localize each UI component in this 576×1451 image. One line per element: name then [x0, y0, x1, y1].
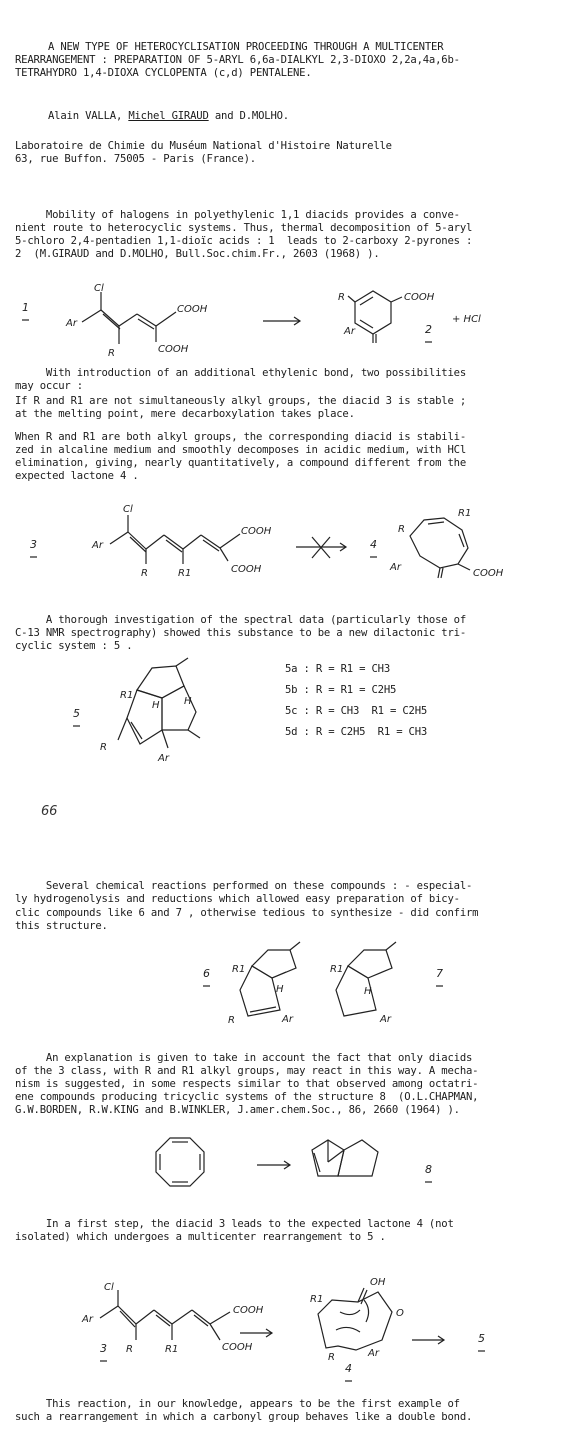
s6-label-5: 5: [478, 1332, 485, 1345]
para5-line-2: of the 3 class, with R and R1 alkyl groups, may react in this way. A mecha-: [15, 1065, 479, 1077]
para4-line-2: ly hydrogenolysis and reductions which allowed easy preparation of bicy-: [15, 893, 460, 905]
s6-bond: [154, 1310, 172, 1324]
para5-line-3: nism is suggested, in some respects similar to that observed among octatri-: [15, 1078, 479, 1090]
s4-label-7: 7: [436, 967, 443, 980]
para1-line-2: nient route to heterocyclic systems. Thus, thermal decomposition of 5-aryl: [15, 222, 473, 234]
para4-line-1: Several chemical reactions performed on these compounds : - especial-: [15, 880, 473, 892]
para7-line-2: such a rearrangement in which a carbonyl group behaves like a double bond.: [15, 1411, 473, 1423]
affiliation-line-1: Laboratoire de Chimie du Muséum National d'Histoire Naturelle: [15, 140, 392, 152]
para3-line-3: cyclic system : 5 .: [15, 640, 133, 652]
s3-r1: R1: [120, 690, 134, 701]
s2-cooh-b: COOH: [231, 564, 262, 575]
para2-line-1: With introduction of an additional ethylenic bond, two possibilities: [15, 367, 466, 379]
para1-line-1: Mobility of halogens in polyethylenic 1,1 diacids provides a conve-: [15, 209, 460, 221]
s3-h1: H: [152, 700, 160, 711]
s6-curly-arrow: [340, 1310, 360, 1315]
para5-line-4: ene compounds producing tricyclic systems of the structure 8 (O.L.CHAPMAN,: [15, 1091, 479, 1103]
para4-line-4: this structure.: [15, 920, 108, 932]
s3-h2: H: [184, 696, 192, 707]
title-line-3: TETRAHYDRO 1,4-DIOXA CYCLOPENTA (c,d) PENTALENE.: [15, 67, 312, 79]
s1-ar2: Ar: [344, 326, 355, 337]
para6-line-1: In a first step, the diacid 3 leads to the expected lactone 4 (not: [15, 1218, 454, 1230]
para2-line-3: If R and R1 are not simultaneously alkyl groups, the diacid 3 is stable ;: [15, 395, 466, 407]
s6-label-3: 3: [100, 1342, 107, 1355]
para2-line-8: expected lactone 4 .: [15, 470, 139, 482]
s2-cooh-c: COOH: [473, 568, 504, 579]
s3-ar: Ar: [158, 753, 169, 764]
variant-5c: 5c : R = CH3 R1 = C2H5: [285, 705, 428, 717]
s4-arb: Ar: [380, 1014, 391, 1025]
title-line-1: A NEW TYPE OF HETEROCYCLISATION PROCEEDING THROUGH A MULTICENTER: [48, 41, 444, 53]
s6-curly-arrow: [336, 1327, 360, 1332]
s6-bond: [192, 1310, 210, 1324]
affiliation-line-2: 63, rue Buffon. 75005 - Paris (France).: [15, 153, 256, 165]
s6-bond: [210, 1312, 230, 1324]
s4-ra: R: [228, 1015, 235, 1026]
s2-ar: Ar: [92, 540, 103, 551]
s1-ar: Ar: [66, 318, 77, 329]
para2-line-2: may occur :: [15, 380, 83, 392]
s4-label-6: 6: [203, 967, 210, 980]
s6-bond: [210, 1324, 220, 1340]
para1-line-4: 2 (M.GIRAUD and D.MOLHO, Bull.Soc.chim.Fr., 2603 (1968) ).: [15, 248, 380, 260]
s2-ar-b: Ar: [390, 562, 401, 573]
s3-r: R: [100, 742, 107, 753]
s2-label-3: 3: [30, 538, 37, 551]
s2-label-4: 4: [370, 538, 377, 551]
s6-cooh-a: COOH: [233, 1305, 264, 1316]
s4-r1b: R1: [330, 964, 344, 975]
page-number: 66: [41, 804, 58, 819]
s6-rb: R: [328, 1352, 335, 1363]
para2-line-5: When R and R1 are both alkyl groups, the corresponding diacid is stabili-: [15, 431, 466, 443]
variant-5b: 5b : R = R1 = C2H5: [285, 684, 397, 696]
s1-label-2: 2: [425, 323, 432, 336]
para3-line-2: C-13 NMR spectrography) showed this substance to be a new dilactonic tri-: [15, 627, 466, 639]
para5-line-1: An explanation is given to take in account the fact that only diacids: [15, 1052, 473, 1064]
s1-r: R: [108, 348, 115, 359]
s6-bond: [120, 1311, 135, 1327]
para5-line-5: G.W.BORDEN, R.W.KING and B.WINKLER, J.amer.chem.Soc., 86, 2660 (1964) ).: [15, 1104, 460, 1116]
s1-cooh-a: COOH: [177, 304, 208, 315]
s6-label-4: 4: [345, 1362, 352, 1375]
para6-line-2: isolated) which undergoes a multicenter rearrangement to 5 .: [15, 1231, 386, 1243]
s2-r: R: [141, 568, 148, 579]
s3-label-5: 5: [73, 707, 80, 720]
para2-line-6: zed in alcaline medium and smoothly decomposes in acidic medium, with HCl: [15, 444, 466, 456]
s2-r-b: R: [398, 524, 405, 535]
s1-hcl: + HCl: [452, 314, 481, 325]
s6-boat-ring: [318, 1292, 392, 1350]
para4-line-3: clic compounds like 6 and 7 , otherwise tedious to synthesize - did confirm: [15, 907, 479, 919]
s6-ar: Ar: [82, 1314, 93, 1325]
s2-cooh-a: COOH: [241, 526, 272, 537]
author-valla: Alain VALLA,: [48, 110, 123, 122]
s1-r2: R: [338, 292, 345, 303]
s4-ara: Ar: [282, 1014, 293, 1025]
s6-bond: [136, 1310, 154, 1324]
s2-r1: R1: [178, 568, 192, 579]
s6-oh: OH: [370, 1277, 386, 1288]
s6-r1b: R1: [310, 1294, 324, 1305]
s6-curly-arrow: [364, 1300, 369, 1322]
s6-bond: [172, 1310, 192, 1324]
s4-ha: H: [276, 984, 284, 995]
s6-r: R: [126, 1344, 133, 1355]
title-line-2: REARRANGEMENT : PREPARATION OF 5-ARYL 6,6a-DIALKYL 2,3-DIOXO 2,2a,4a,6b-: [15, 54, 460, 66]
author-molho: and D.MOLHO.: [214, 110, 289, 122]
s6-cl: Cl: [104, 1282, 114, 1293]
s1-label-1: 1: [22, 301, 29, 314]
s6-r1: R1: [165, 1344, 179, 1355]
s1-cooh-c: COOH: [404, 292, 435, 303]
s6-bond: [100, 1306, 118, 1318]
para1-line-3: 5-chloro 2,4-pentadien 1,1-dioïc acids : 1 leads to 2-carboxy 2-pyrones :: [15, 235, 473, 247]
s4-hb: H: [364, 986, 372, 997]
s6-o: O: [396, 1308, 404, 1319]
s6-arb: Ar: [368, 1348, 379, 1359]
variant-5d: 5d : R = C2H5 R1 = CH3: [285, 726, 428, 738]
s2-r1-b: R1: [458, 508, 472, 519]
s6-cooh-b: COOH: [222, 1342, 253, 1353]
para2-line-4: at the melting point, mere decarboxylation takes place.: [15, 408, 355, 420]
s1-cooh-b: COOH: [158, 344, 189, 355]
para3-line-1: A thorough investigation of the spectral data (particularly those of: [15, 614, 466, 626]
s2-cl: Cl: [123, 504, 133, 515]
author-giraud: Michel GIRAUD: [128, 110, 209, 122]
s4-r1a: R1: [232, 964, 246, 975]
s6-bond: [118, 1306, 136, 1324]
para2-line-7: elimination, giving, nearly quantitatively, a compound different from the: [15, 457, 466, 469]
s5-label-8: 8: [425, 1163, 432, 1176]
s1-cl: Cl: [94, 283, 104, 294]
variant-5a: 5a : R = R1 = CH3: [285, 663, 391, 675]
para7-line-1: This reaction, in our knowledge, appears to be the first example of: [15, 1398, 460, 1410]
